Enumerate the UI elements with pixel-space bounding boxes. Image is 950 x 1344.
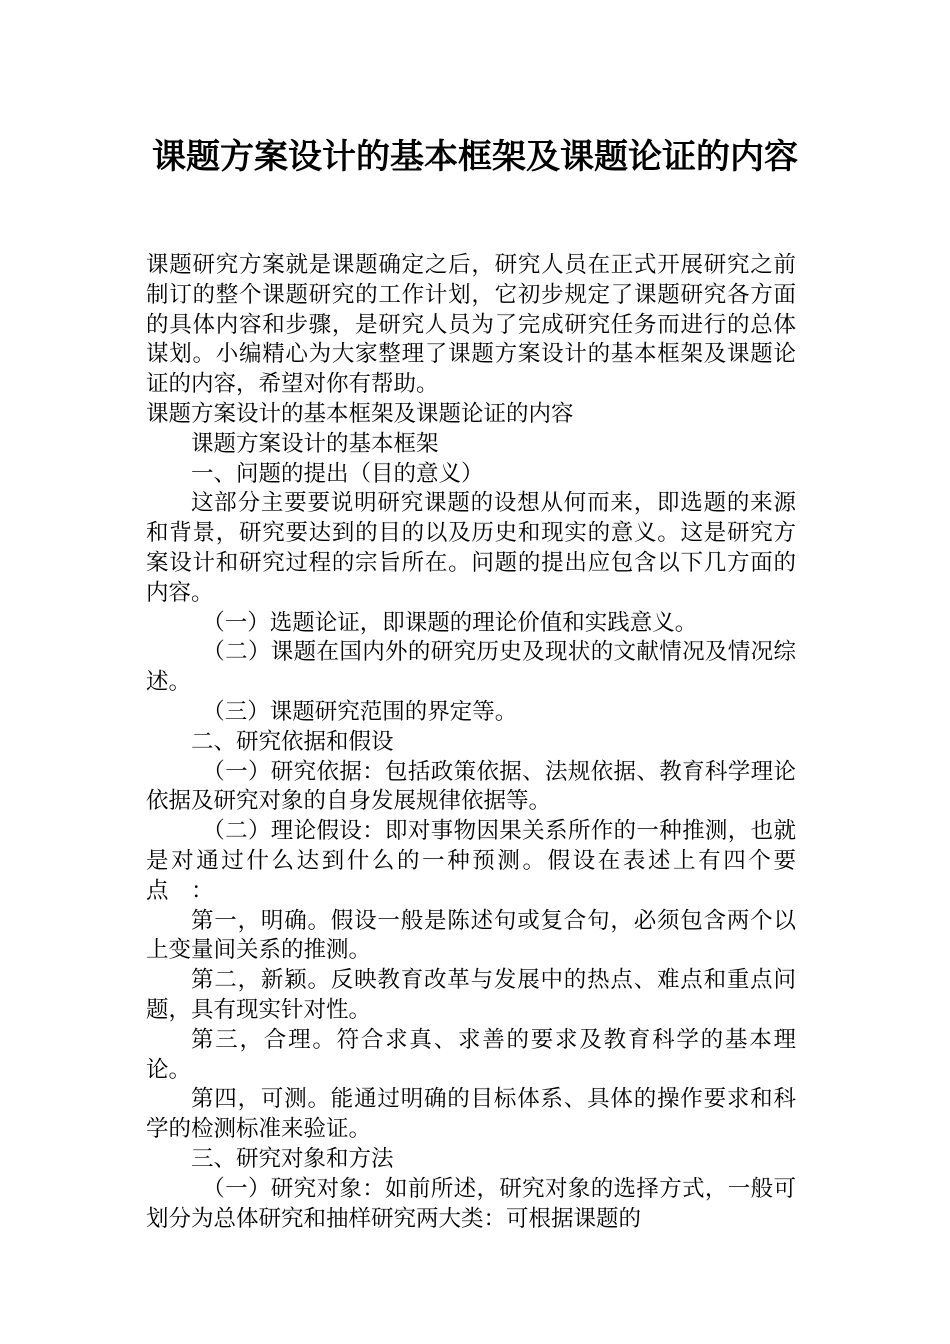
- heading-basis: 二、研究依据和假设: [191, 728, 394, 755]
- section-heading: 课题方案设计的基本框架及课题论证的内容: [146, 400, 574, 427]
- heading-problem: 一、问题的提出（目的意义）: [191, 460, 484, 487]
- list-item: （一）选题论证，即课题的理论价值和实践意义。: [202, 609, 698, 636]
- list-item: （二）理论假设：即对事物因果关系所作的一种推测，也就是对通过什么达到什么的一种预测。假设在表述上有四个要点 ：: [146, 818, 796, 904]
- paragraph-problem-desc: 这部分主要要说明研究课题的设想从何而来，即选题的来源和背景，研究要达到的目的以及历史和现实的意义。这是研究方案设计和研究过程的宗旨所在。问题的提出应包含以下几方面的内容。: [146, 490, 796, 606]
- list-item: （一）研究依据：包括政策依据、法规依据、教育科学理论依据及研究对象的自身发展规律依据等。: [146, 758, 796, 815]
- heading-methods: 三、研究对象和方法: [191, 1145, 394, 1172]
- list-item: （二）课题在国内外的研究历史及现状的文献情况及情况综述。: [146, 639, 796, 696]
- list-item: （一）研究对象：如前所述，研究对象的选择方式，一般可划分为总体研究和抽样研究两大类：可根据课题的: [146, 1175, 796, 1232]
- list-item: 第二，新颖。反映教育改革与发展中的热点、难点和重点问题，具有现实针对性。: [146, 967, 796, 1023]
- document-title: 课题方案设计的基本框架及课题论证的内容: [152, 137, 798, 177]
- list-item: 第四，可测。能通过明确的目标体系、具体的操作要求和科学的检测标准来验证。: [146, 1086, 796, 1143]
- list-item: 第三，合理。符合求真、求善的要求及教育科学的基本理论。: [146, 1026, 796, 1083]
- subsection-heading: 课题方案设计的基本框架: [191, 430, 439, 457]
- intro-paragraph: 课题研究方案就是课题确定之后，研究人员在正式开展研究之前制订的整个课题研究的工作计划，它初步规定了课题研究各方面的具体内容和步骤，是研究人员为了完成研究任务而进行的总体谋划。小编精心为大家整理了课题方案设计的基本框架及课题论证的内容，希望对你有帮助。: [146, 252, 796, 398]
- document-body: [146, 251, 796, 1234]
- list-item: （三）课题研究范围的界定等。: [202, 698, 518, 725]
- list-item: 第一，明确。假设一般是陈述句或复合句，必须包含两个以上变量间关系的推测。: [146, 907, 796, 964]
